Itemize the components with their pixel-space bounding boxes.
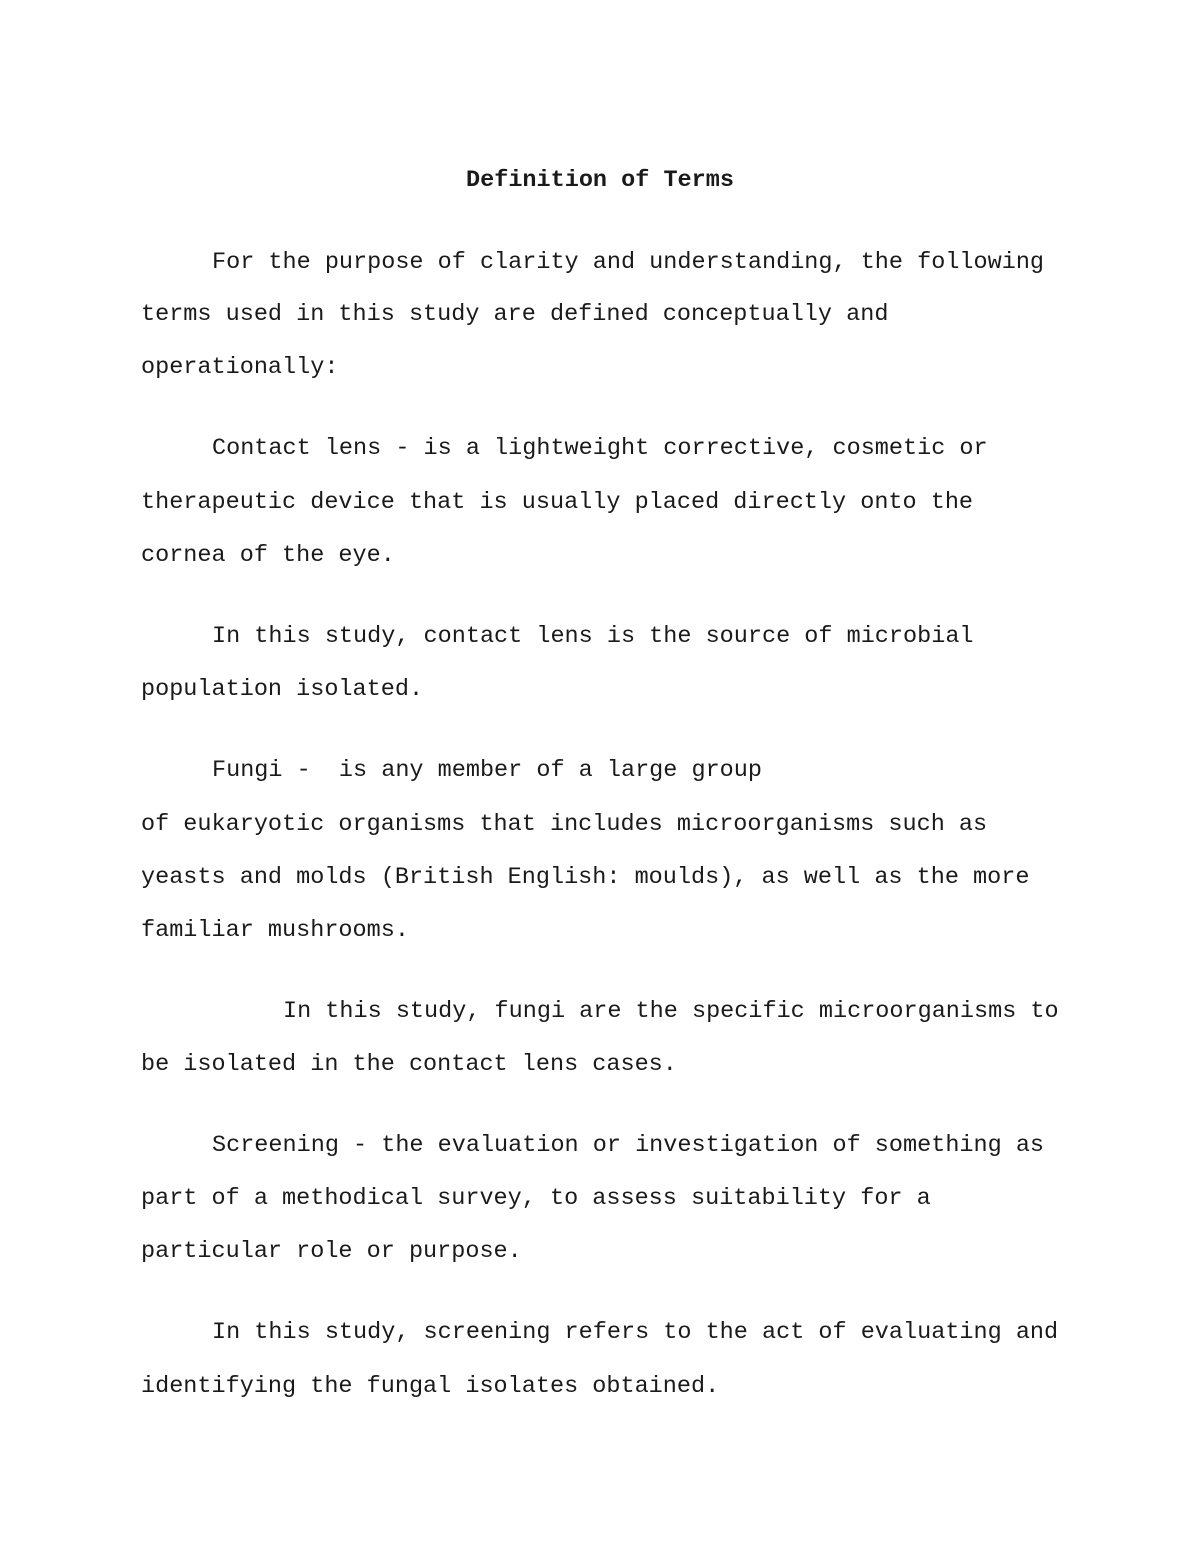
contact-lens-def-line-2: therapeutic device that is usually placed directly onto the [141,489,974,516]
contact-lens-def-line-1: Contact lens - is a lightweight corrective, cosmetic or [212,435,988,462]
fungi-def-line-3: yeasts and molds (British English: moulds), as well as the more [141,864,1030,891]
page-title: Definition of Terms [466,167,734,194]
fungi-op-line-1: In this study, fungi are the specific microorganisms to [283,998,1059,1025]
contact-lens-op-line-1: In this study, contact lens is the source of microbial [212,623,974,650]
screening-def-line-3: particular role or purpose. [141,1238,522,1265]
fungi-def-line-1: Fungi - is any member of a large group [212,757,762,784]
intro-line-1: For the purpose of clarity and understanding, the following [212,249,1045,276]
fungi-def-line-2: of eukaryotic organisms that includes microorganisms such as [141,811,988,838]
contact-lens-def-line-3: cornea of the eye. [141,542,395,569]
screening-op-line-2: identifying the fungal isolates obtained. [141,1373,720,1400]
screening-def-line-2: part of a methodical survey, to assess suitability for a [141,1185,931,1212]
intro-line-3: operationally: [141,354,339,381]
fungi-op-line-2: be isolated in the contact lens cases. [141,1051,677,1078]
screening-def-line-1: Screening - the evaluation or investigation of something as [212,1132,1045,1159]
screening-op-line-1: In this study, screening refers to the act of evaluating and [212,1319,1059,1346]
contact-lens-op-line-2: population isolated. [141,676,424,703]
fungi-def-line-4: familiar mushrooms. [141,917,409,944]
intro-line-2: terms used in this study are defined conceptually and [141,301,889,328]
